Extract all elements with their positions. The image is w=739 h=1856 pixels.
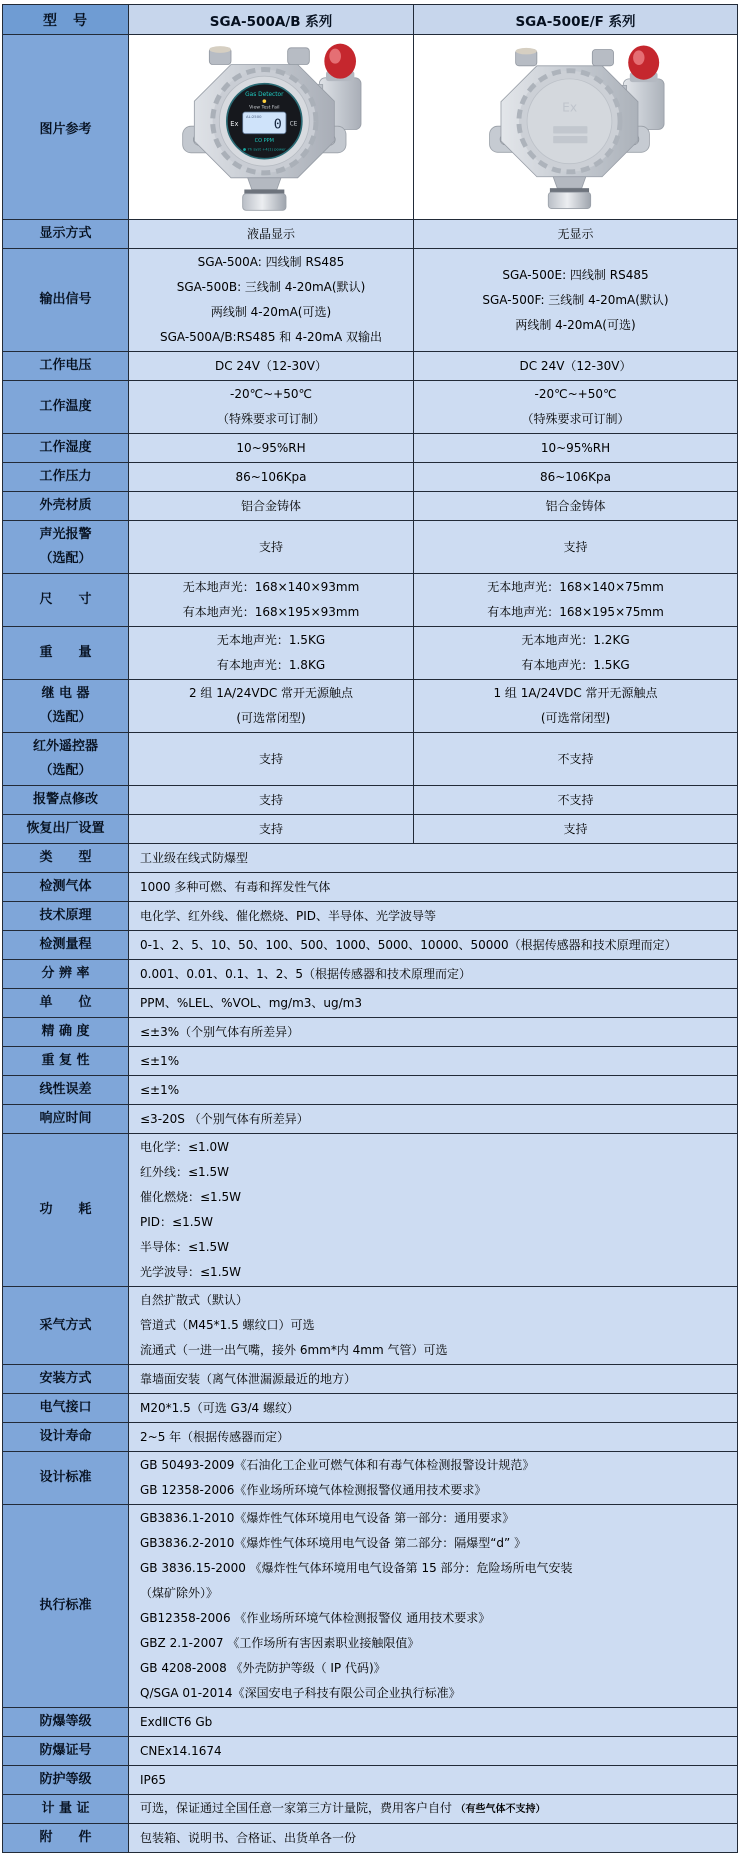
svg-text:AL:2500: AL:2500 (246, 114, 262, 119)
value-line: 有本地声光：168×195×93mm (182, 605, 360, 619)
spec-value-left (129, 786, 414, 815)
spec-value (129, 902, 738, 931)
spec-value-note: （有些气体不支持） (452, 1804, 546, 1815)
value-line: 尺 寸 (39, 592, 92, 607)
value-line: SGA-500A/B:RS485 和 4-20mA 双输出 (159, 330, 383, 344)
value-line: Q/SGA 01-2014《深国安电子科技有限公司企业执行标准》 (140, 1686, 461, 1700)
value-line: 无本地声光：168×140×93mm (182, 580, 360, 594)
spec-value-left (129, 463, 414, 492)
product-image-cell-left (129, 35, 414, 220)
spec-value (129, 1423, 738, 1452)
value-line: 声光报警 (39, 527, 92, 542)
value-line: (可选常闭型) (540, 711, 611, 725)
table-row (3, 1076, 738, 1105)
value-line: 防爆等级 (39, 1714, 92, 1729)
value-line: 两线制 4-20mA(可选) (210, 305, 332, 319)
value-line: 继 电 器 (41, 686, 90, 701)
value-line: 采气方式 (39, 1317, 92, 1333)
value-line: 有本地声光：1.5KG (521, 658, 630, 672)
table-row (3, 434, 738, 463)
value-line: 重 量 (39, 645, 92, 660)
spec-value (129, 1708, 738, 1737)
spec-label (3, 249, 129, 352)
table-row (3, 1795, 738, 1824)
table-row (3, 521, 738, 574)
value-line: 精 确 度 (41, 1024, 90, 1039)
value-line: 单 位 (39, 995, 92, 1010)
spec-label (3, 680, 129, 733)
value-line: 功 耗 (39, 1202, 92, 1217)
value-line: GB3836.1-2010《爆炸性气体环境用电气设备 第一部分：通用要求》 (140, 1511, 515, 1525)
spec-label (3, 574, 129, 627)
table-row (3, 1394, 738, 1423)
value-line: 显示方式 (39, 226, 92, 241)
value-line: 液晶显示 (246, 226, 295, 241)
spec-value-left (129, 627, 414, 680)
spec-label (3, 1076, 129, 1105)
table-row (3, 1018, 738, 1047)
table-row (3, 960, 738, 989)
table-header-row (3, 5, 738, 35)
spec-value-right (414, 627, 738, 680)
spec-value-right (414, 815, 738, 844)
spec-label (3, 1423, 129, 1452)
value-line: 不支持 (557, 792, 594, 807)
value-line: DC 24V（12-30V） (519, 358, 632, 373)
value-line: 电化学、红外线、催化燃烧、PID、半导体、光学波导等 (140, 908, 437, 923)
spec-value-left (129, 521, 414, 574)
spec-table (2, 4, 738, 1853)
table-row (3, 844, 738, 873)
table-row (3, 1737, 738, 1766)
spec-label (3, 381, 129, 434)
table-row (3, 492, 738, 521)
value-line: 类 型 (39, 850, 92, 865)
spec-value-left (129, 815, 414, 844)
value-line: 0-1、2、5、10、50、100、500、1000、5000、10000、50000（根据传感器和技术原理而定） (140, 937, 677, 952)
value-line: SGA-500E: 四线制 RS485 (502, 267, 649, 282)
spec-value (129, 1824, 738, 1853)
svg-text:● 7h syst +4(1) power: ● 7h syst +4(1) power (242, 147, 286, 152)
table-row (3, 680, 738, 733)
value-line: 分 辨 率 (41, 966, 90, 981)
value-line: 安装方式 (39, 1371, 92, 1386)
table-row (3, 1824, 738, 1853)
spec-label (3, 960, 129, 989)
value-line: （煤矿除外）》 (140, 1586, 219, 1600)
value-line: 自然扩散式（默认） (140, 1293, 249, 1307)
value-line: 有本地声光：168×195×75mm (487, 605, 664, 619)
table-row (3, 1105, 738, 1134)
spec-value-left (129, 733, 414, 786)
value-line: 工作电压 (39, 358, 92, 373)
table-row (3, 1134, 738, 1287)
spec-label (3, 1708, 129, 1737)
spec-label (3, 1287, 129, 1365)
spec-label (3, 1737, 129, 1766)
value-line: 工作温度 (39, 399, 92, 414)
ex-mark-text: Ex (561, 100, 577, 115)
value-line: ≤±3%（个别气体有所差异） (140, 1024, 300, 1039)
spec-label (3, 1394, 129, 1423)
spec-value-right (414, 786, 738, 815)
spec-label (3, 815, 129, 844)
spec-value-left (129, 352, 414, 381)
value-line: 包装箱、说明书、合格证、出货单各一份 (140, 1830, 357, 1845)
table-row (3, 1365, 738, 1394)
spec-label (3, 1018, 129, 1047)
value-line: (可选常闭型) (236, 711, 306, 725)
value-line: ExdⅡCT6 Gb (140, 1714, 213, 1729)
value-line: 0.001、0.01、0.1、1、2、5（根据传感器和技术原理而定） (140, 966, 472, 981)
spec-label (3, 521, 129, 574)
spec-value (129, 873, 738, 902)
value-line: 工业级在线式防爆型 (140, 850, 249, 865)
spec-value (129, 1795, 738, 1824)
value-line: 支持 (258, 539, 283, 554)
spec-value-left (129, 680, 414, 733)
value-line: 管道式（M45*1.5 螺纹口）可选 (140, 1318, 315, 1332)
table-row (3, 1047, 738, 1076)
spec-value-right (414, 680, 738, 733)
value-line: 2 组 1A/24VDC 常开无源触点 (188, 686, 354, 700)
value-line: 外壳材质 (39, 498, 92, 513)
value-line: IP65 (140, 1772, 167, 1787)
table-row (3, 931, 738, 960)
table-row (3, 352, 738, 381)
spec-label (3, 1047, 129, 1076)
table-row (3, 902, 738, 931)
value-line: 1000 多种可燃、有毒和挥发性气体 (140, 879, 331, 894)
table-row (3, 1505, 738, 1708)
value-line: 报警点修改 (32, 792, 98, 807)
spec-value-right (414, 352, 738, 381)
spec-label (3, 1505, 129, 1708)
value-line: 电气接口 (39, 1400, 92, 1415)
table-row (3, 733, 738, 786)
spec-value-right (414, 521, 738, 574)
product-image-sga500ef (478, 43, 674, 211)
table-row (3, 249, 738, 352)
spec-label (3, 352, 129, 381)
value-line: GB 50493-2009《石油化工企业可燃气体和有毒气体检测报警设计规范》 (140, 1458, 535, 1472)
table-row (3, 815, 738, 844)
value-line: 86~106Kpa (235, 469, 307, 484)
value-line: 流通式（一进一出气嘴，接外 6mm*内 4mm 气管）可选 (140, 1343, 448, 1357)
value-line: （选配） (39, 763, 92, 778)
spec-label (3, 627, 129, 680)
value-line: 红外线：≤1.5W (140, 1165, 230, 1179)
spec-value-right (414, 492, 738, 521)
spec-label (3, 463, 129, 492)
value-line: 两线制 4-20mA(可选) (515, 317, 636, 332)
value-line: （选配） (39, 551, 92, 566)
table-row (3, 1708, 738, 1737)
table-row (3, 1452, 738, 1505)
spec-value-left (129, 492, 414, 521)
value-line: GB 12358-2006《作业场所环境气体检测报警仪通用技术要求》 (140, 1483, 487, 1497)
spec-value-right (414, 249, 738, 352)
spec-label (3, 220, 129, 249)
spec-value-left (129, 220, 414, 249)
value-line: DC 24V（12-30V） (215, 358, 327, 373)
value-line: （特殊要求可订制） (216, 412, 325, 426)
value-line: 无显示 (557, 226, 594, 241)
value-line: 光学波导：≤1.5W (140, 1265, 242, 1279)
value-line: GB12358-2006 《作业场所环境气体检测报警仪 通用技术要求》 (140, 1611, 491, 1625)
value-line: 支持 (258, 792, 283, 807)
spec-value-left (129, 381, 414, 434)
value-line: ≤±1% (140, 1082, 180, 1097)
spec-value-left (129, 574, 414, 627)
value-line: （特殊要求可订制） (521, 412, 630, 426)
spec-label (3, 786, 129, 815)
value-line: 输出信号 (39, 292, 92, 307)
spec-label (3, 1134, 129, 1287)
value-line: 不支持 (557, 751, 594, 766)
spec-label (3, 492, 129, 521)
spec-value-right (414, 574, 738, 627)
table-row (3, 220, 738, 249)
spec-value-right (414, 463, 738, 492)
value-line: 工作湿度 (39, 440, 92, 455)
svg-text:Ex: Ex (230, 120, 239, 129)
header-series-e: SGA-500E/F 系列 (414, 5, 738, 35)
spec-label (3, 873, 129, 902)
spec-label (3, 1365, 129, 1394)
value-line: 红外遥控器 (32, 739, 98, 754)
value-line: 10~95%RH (540, 440, 611, 455)
spec-value (129, 1105, 738, 1134)
product-image-cell-right (414, 35, 738, 220)
spec-value-right (414, 381, 738, 434)
value-line: 2~5 年（根据传感器而定） (140, 1429, 290, 1444)
value-line: 恢复出厂设置 (26, 821, 105, 836)
value-line: 响应时间 (39, 1111, 92, 1126)
value-line: 无本地声光：1.2KG (521, 633, 630, 647)
value-line: 可选，保证通过全国任意一家第三方计量院，费用客户自付 （有些气体不支持） (140, 1801, 546, 1815)
product-image-sga500ab (171, 41, 371, 213)
value-line: 靠墙面安装（离气体泄漏源最近的地方） (140, 1371, 357, 1386)
spec-value (129, 844, 738, 873)
device-brand-text: Gas Detector (245, 92, 284, 99)
spec-label (3, 989, 129, 1018)
spec-value (129, 1134, 738, 1287)
spec-label (3, 931, 129, 960)
value-line: 无本地声光：1.5KG (216, 633, 326, 647)
spec-value-right (414, 220, 738, 249)
value-line: PPM、%LEL、%VOL、mg/m3、ug/m3 (140, 995, 362, 1010)
spec-value (129, 1737, 738, 1766)
value-line: 支持 (258, 821, 283, 836)
value-line: GB 3836.15-2000 《爆炸性气体环境用电气设备第 15 部分：危险场所电气安装 (140, 1561, 573, 1575)
header-model-label: 型 号 (3, 5, 129, 35)
value-line: 技术原理 (39, 908, 92, 923)
value-line: 电化学：≤1.0W (140, 1140, 230, 1154)
value-line: 线性误差 (39, 1082, 92, 1097)
spec-label (3, 1105, 129, 1134)
value-line: 铝合金铸体 (240, 498, 301, 513)
lcd-footer-text: CO PPM (254, 138, 275, 144)
value-line: SGA-500F: 三线制 4-20mA(默认) (482, 292, 669, 307)
spec-value-left (129, 249, 414, 352)
value-line: ≤3-20S （个别气体有所差异） (140, 1111, 309, 1126)
table-row (3, 1423, 738, 1452)
table-row (3, 574, 738, 627)
device-status-text: View Test Fail (249, 105, 280, 111)
spec-value (129, 1365, 738, 1394)
spec-value (129, 1394, 738, 1423)
spec-value (129, 1452, 738, 1505)
value-line: SGA-500B: 三线制 4-20mA(默认) (176, 280, 366, 294)
value-line: 催化燃烧：≤1.5W (140, 1190, 242, 1204)
value-line: -20℃~+50℃ (230, 387, 312, 401)
value-line: 计 量 证 (41, 1801, 90, 1816)
spec-label (3, 1795, 129, 1824)
value-line: 防爆证号 (39, 1743, 92, 1758)
value-line: 1 组 1A/24VDC 常开无源触点 (493, 686, 658, 700)
spec-value (129, 1018, 738, 1047)
value-line: 防护等级 (39, 1772, 92, 1787)
table-row (3, 989, 738, 1018)
value-line: 工作压力 (39, 469, 92, 484)
value-line: 附 件 (39, 1830, 92, 1845)
table-row (3, 627, 738, 680)
spec-label (3, 733, 129, 786)
spec-label (3, 434, 129, 463)
value-line: 无本地声光：168×140×75mm (487, 580, 664, 594)
spec-label (3, 902, 129, 931)
spec-label (3, 1824, 129, 1853)
value-line: SGA-500A: 四线制 RS485 (197, 255, 345, 269)
value-line: 有本地声光：1.8KG (216, 658, 326, 672)
value-line: 设计寿命 (39, 1429, 92, 1444)
value-line: 检测气体 (39, 879, 92, 894)
value-line: 10~95%RH (236, 440, 306, 455)
value-line: GBZ 2.1-2007 《工作场所有害因素职业接触限值》 (140, 1636, 420, 1650)
value-line: GB3836.2-2010《爆炸性气体环境用电气设备 第二部分：隔爆型“d” 》 (140, 1536, 527, 1550)
spec-value-right (414, 733, 738, 786)
value-line: -20℃~+50℃ (534, 387, 617, 401)
value-line: ≤±1% (140, 1053, 180, 1068)
image-row-label: 图片参考 (3, 35, 129, 220)
image-row (3, 35, 738, 220)
spec-value (129, 1766, 738, 1795)
value-line: （选配） (39, 710, 92, 725)
spec-value-left (129, 434, 414, 463)
table-row (3, 463, 738, 492)
header-series-a: SGA-500A/B 系列 (129, 5, 414, 35)
spec-value (129, 1287, 738, 1365)
value-line: 重 复 性 (41, 1053, 90, 1068)
value-line: 检测量程 (39, 937, 92, 952)
spec-label (3, 1766, 129, 1795)
table-row (3, 786, 738, 815)
table-row (3, 381, 738, 434)
svg-text:CE: CE (289, 121, 298, 128)
spec-value-right (414, 434, 738, 463)
table-row (3, 1766, 738, 1795)
spec-value (129, 931, 738, 960)
spec-label (3, 1452, 129, 1505)
value-line: 铝合金铸体 (545, 498, 606, 513)
value-line: 支持 (258, 751, 283, 766)
value-line: 支持 (563, 539, 588, 554)
spec-value (129, 1047, 738, 1076)
spec-label (3, 844, 129, 873)
spec-value (129, 960, 738, 989)
value-line: 支持 (563, 821, 588, 836)
value-line: CNEx14.1674 (140, 1743, 222, 1758)
value-line: 86~106Kpa (539, 469, 612, 484)
value-line: 半导体：≤1.5W (140, 1240, 230, 1254)
spec-value (129, 989, 738, 1018)
lcd-value: 0 (273, 117, 282, 133)
value-line: M20*1.5（可选 G3/4 螺纹） (140, 1400, 299, 1415)
table-row (3, 873, 738, 902)
spec-value (129, 1505, 738, 1708)
value-line: PID：≤1.5W (140, 1215, 214, 1229)
value-line: GB 4208-2008 《外壳防护等级（ IP 代码)》 (140, 1661, 386, 1675)
spec-value (129, 1076, 738, 1105)
table-row (3, 1287, 738, 1365)
value-line: 执行标准 (39, 1598, 92, 1613)
value-line: 设计标准 (39, 1470, 92, 1485)
